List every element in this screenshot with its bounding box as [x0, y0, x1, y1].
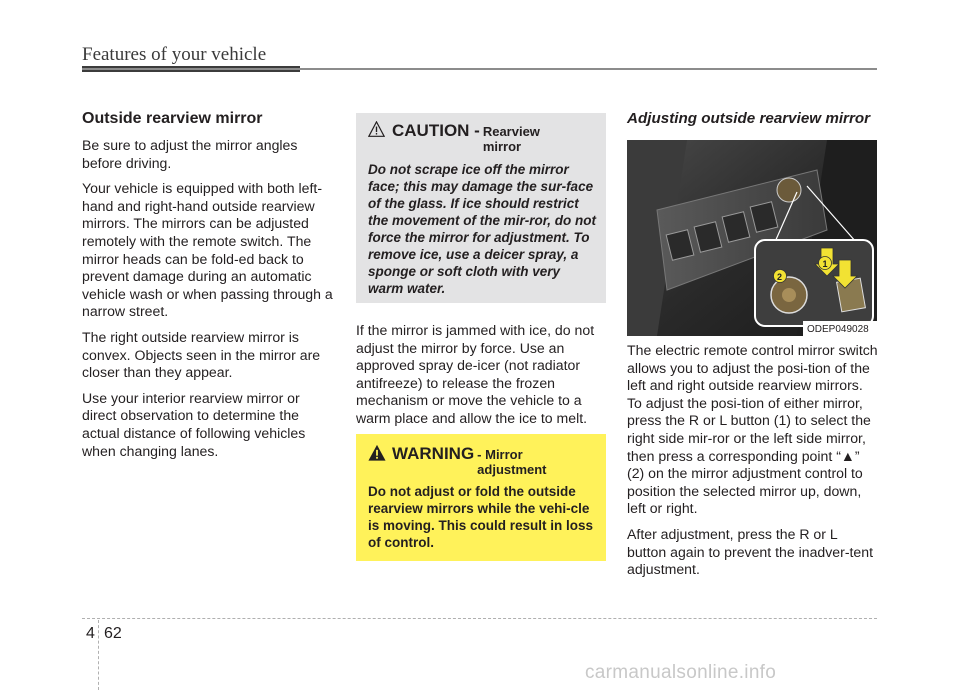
caution-title-row — [356, 113, 606, 154]
paragraph: The electric remote control mirror switch allows you to adjust the posi-tion of the left and right outside rearview mirrors. To adjust the posi-tion of either mirror, press the R or L button (1) to select the right side mir-ror or the left side mirror, then press a corresponding point “▲” (2) on the mirror adjustment control to position the selected mirror up, down, left or right. — [627, 342, 878, 517]
section-title-adjusting: Adjusting outside rearview mirror — [627, 110, 871, 127]
photo-code: ODEP049028 — [807, 324, 869, 335]
footer-divider — [98, 620, 99, 690]
paragraph: The right outside rearview mirror is convex. Objects seen in the mirror are closer than they appear. — [82, 328, 321, 381]
caution-subtitle: Rearview mirror — [482, 124, 540, 154]
paragraph: After adjustment, press the R or L button again to prevent the inadver-tent adjustment. — [627, 525, 874, 578]
caution-text: Do not scrape ice off the mirror face; this may damage the sur-face of the glass. If ice should restrict the movement of the mir-ror, do not force the mirror for adjustment. To remove ice, use a deicer spray, a sponge or soft cloth with very warm water. — [368, 162, 597, 296]
footer-rule — [82, 618, 877, 619]
paragraph: Be sure to adjust the mirror angles before driving. — [82, 137, 298, 171]
mirror-switch-illustration — [627, 140, 877, 336]
warning-text: Do not adjust or fold the outside rearview mirrors while the vehi-cle is moving. This could result in loss of control. — [368, 484, 594, 550]
page-header-title: Features of your vehicle — [82, 44, 267, 65]
watermark: carmanualsonline.info — [585, 662, 777, 683]
callout-2-label: 2 — [777, 272, 783, 282]
warning-word: WARNING — [392, 444, 475, 463]
warning-title-row — [356, 434, 606, 477]
warning-box — [356, 434, 606, 561]
paragraph: If the mirror is jammed with ice, do not adjust the mirror by force. Use an approved spray de-icer (not radiator antifreeze) to release the frozen mechanism or move the vehicle to a warm place and allow the ice to melt. — [356, 322, 595, 426]
caution-triangle-icon — [368, 121, 385, 138]
paragraph: Use your interior rearview mirror or direct observation to determine the actual distance of following vehicles when changing lanes. — [82, 389, 306, 459]
caution-box — [356, 113, 606, 303]
section-title: Outside rearview mirror — [82, 110, 263, 127]
column-adjusting-text — [627, 342, 879, 587]
column-outside-mirror — [82, 110, 334, 468]
section-number: 4 — [86, 625, 95, 642]
caution-word: CAUTION - — [392, 121, 480, 140]
callout-1-label: 1 — [822, 259, 828, 269]
page-number: 62 — [104, 625, 122, 642]
header-rule — [82, 68, 877, 70]
mirror-switch-photo — [627, 140, 877, 336]
warning-subtitle: - Mirror adjustment — [477, 447, 547, 477]
paragraph: Your vehicle is equipped with both left-hand and right-hand outside rearview mirrors. The mirrors can be adjusted remotely with the remote switch. The mirror heads can be fold-ed back to prevent damage during an automatic vehicle wash or when passing through a narrow street. — [82, 180, 333, 320]
warning-triangle-icon — [368, 444, 386, 462]
